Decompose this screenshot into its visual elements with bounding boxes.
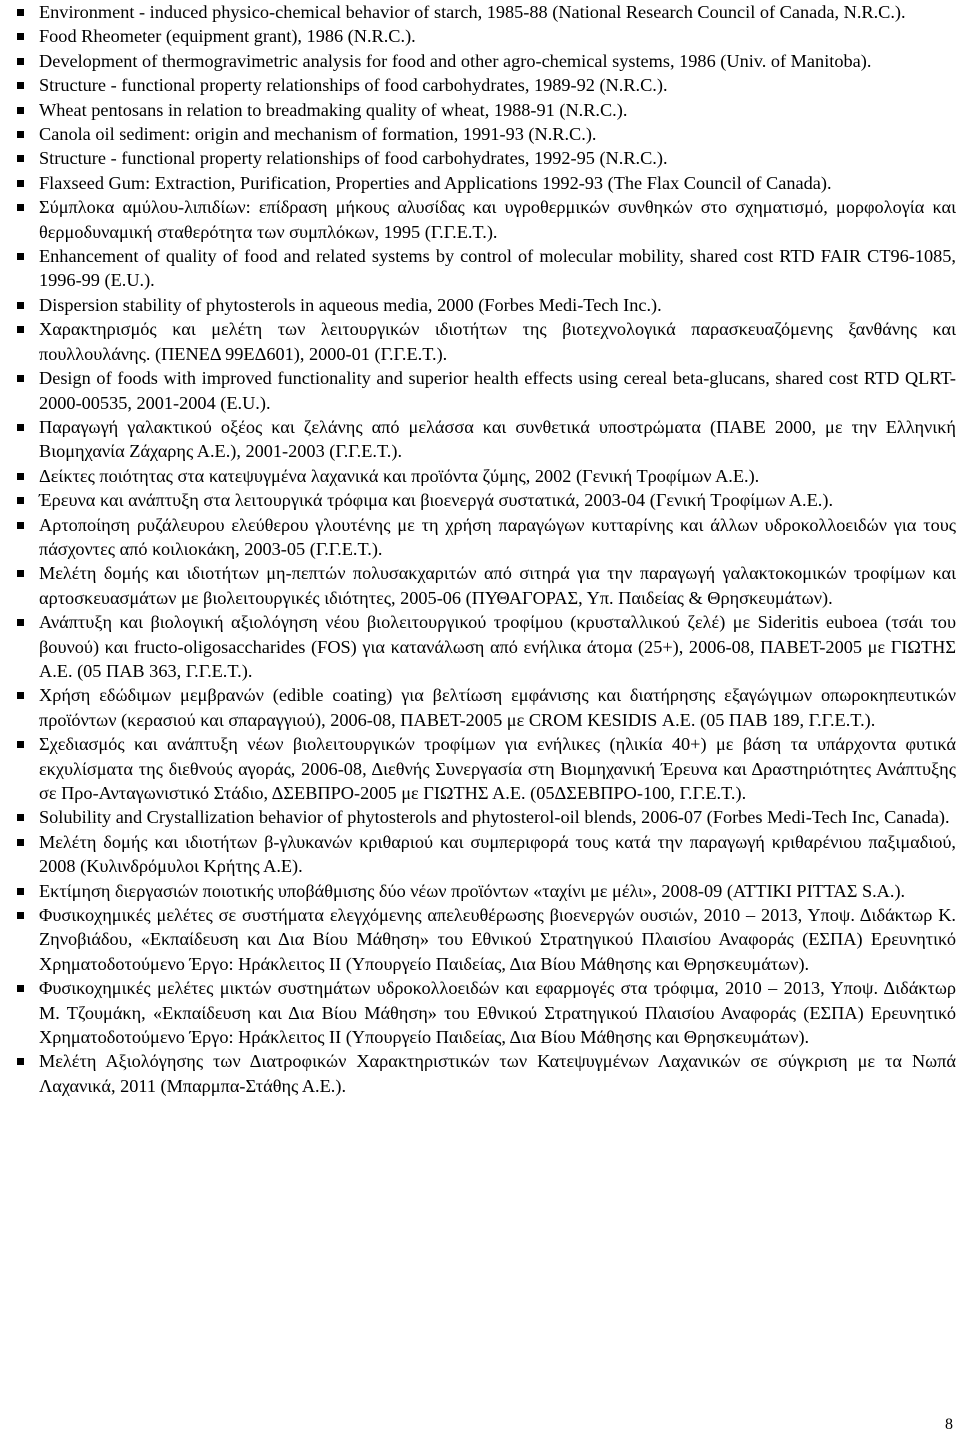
list-item-text: Σχεδιασμός και ανάπτυξη νέων βιολειτουργικών τροφίμων για ενήλικες (ηλικία 40+) με βάση τα υπάρχοντα φυτικά εκχυλίσματα της διεθνούς αγοράς, 2006-08, Διεθνής Συνεργασία στη Βιομηχανική Έρευνα και Δραστηριότητες Ανάπτυξης σε Προ-Ανταγωνιστικό Στάδιο, ΔΣΕΒΠΡΟ-2005 με ΓΙΩΤΗΣ Α.Ε. (05ΔΣΕΒΠΡΟ-100, Γ.Γ.Ε.Τ.). (39, 734, 956, 803)
list-item (17, 293, 956, 317)
square-bullet-icon (17, 204, 24, 211)
square-bullet-icon (17, 155, 24, 162)
list-item-text: Χαρακτηρισμός και μελέτη των λειτουργικών ιδιοτήτων της βιοτεχνολογικά παρασκευαζόμενης ξανθάνης και πουλλουλάνης. (ΠΕΝΕΔ 99ΕΔ601), 2000-01 (Γ.Γ.Ε.Τ.). (39, 319, 956, 364)
list-item-text: Dispersion stability of phytosterols in aqueous media, 2000 (Forbes Medi-Tech Inc.). (39, 294, 662, 315)
list-item (17, 683, 956, 732)
list-item-text: Μελέτη δομής και ιδιοτήτων β-γλυκανών κριθαριού και συμπεριφορά τους κατά την παραγωγή κριθαρένιου παξιμαδιού, 2008 (Κυλινδρόμυλοι Κρήτης Α.Ε). (39, 831, 956, 877)
list-item (17, 513, 956, 562)
square-bullet-icon (17, 692, 24, 699)
square-bullet-icon (17, 888, 24, 895)
list-item (17, 415, 956, 464)
list-item (17, 610, 956, 683)
list-item-text: Structure - functional property relationships of food carbohydrates, 1989-92 (N.R.C.). (39, 75, 668, 96)
list-item (17, 561, 956, 610)
list-item-text: Ανάπτυξη και βιολογική αξιολόγηση νέου βιολειτουργικού τροφίμου (κρυσταλλικού ζελέ) με Sideritis euboea (τσάι του βουνού) και fructo-oligosaccharides (FOS) για κατανάλωση από ενήλικα άτομα (25+), 2006-08, ΠΑΒΕΤ-2005 με ΓΙΩΤΗΣ Α.Ε. (05 ΠΑΒ 363, Γ.Γ.Ε.Τ.). (39, 612, 956, 681)
square-bullet-icon (17, 570, 24, 577)
list-item (17, 976, 956, 1049)
list-item (17, 0, 956, 24)
list-item-text: Εκτίμηση διεργασιών ποιοτικής υποβάθμισης δύο νέων προϊόντων «ταχίνι με μέλι», 2008-09 (ΑΤΤΙΚΙ ΡΙΤΤΑΣ S.A.). (39, 880, 906, 901)
list-item (17, 73, 956, 97)
list-item-text: Canola oil sediment: origin and mechanism of formation, 1991-93 (N.R.C.). (39, 124, 597, 145)
list-item (17, 171, 956, 195)
list-item-text: Παραγωγή γαλακτικού οξέος και ζελάνης από μελάσσα και συνθετικά υποστρώματα (ΠΑΒΕ 2000, με την Ελληνική Βιομηχανία Ζάχαρης Α.Ε.), 2001-2003 (Γ.Γ.Ε.Τ.). (39, 416, 956, 462)
square-bullet-icon (17, 107, 24, 114)
square-bullet-icon (17, 619, 24, 626)
list-item (17, 805, 956, 829)
list-item (17, 49, 956, 73)
square-bullet-icon (17, 497, 24, 504)
square-bullet-icon (17, 912, 24, 919)
square-bullet-icon (17, 814, 24, 821)
list-item-text: Φυσικοχημικές μελέτες μικτών συστημάτων υδροκολλοειδών και εφαρμογές στα τρόφιμα, 2010 – 2013, Υποψ. Διδάκτωρ Μ. Τζουμάκη, «Εκπαίδευση και Δια Βίου Μάθηση» του Εθνικού Στρατηγικού Πλαισίου Αναφοράς (ΕΣΠΑ) Ερευνητικό Χρηματοδοτούμενο Έργο: Ηράκλειτος ΙΙ (Υπουργείο Παιδείας, Δια Βίου Μάθησης και Θρησκευμάτων). (39, 978, 956, 1048)
list-item (17, 366, 956, 415)
list-item-text: Έρευνα και ανάπτυξη στα λειτουργικά τρόφιμα και βιοενεργά συστατικά, 2003-04 (Γενική Τροφίμων Α.Ε.). (39, 490, 834, 511)
list-item (17, 464, 956, 488)
square-bullet-icon (17, 131, 24, 138)
list-item-text: Χρήση εδώδιμων μεμβρανών (edible coating) για βελτίωση εμφάνισης και διατήρησης εξαγώγιμων οπωροκηπευτικών προϊόντων (κερασιού και σπαραγγιού), 2006-08, ΠΑΒΕΤ-2005 με CROM KESIDIS Α.Ε. (05 ΠΑΒ 189, Γ.Γ.Ε.Τ.). (39, 685, 956, 730)
page-number: 8 (945, 1416, 953, 1433)
list-item-text: Αρτοποίηση ρυζάλευρου ελεύθερου γλουτένης με τη χρήση παραγώγων κυτταρίνης και άλλων υδροκολλοειδών για τους πάσχοντες από κοιλιοκάκη, 2003-05 (Γ.Γ.Ε.Τ.). (39, 514, 956, 559)
square-bullet-icon (17, 326, 24, 333)
list-item (17, 195, 956, 244)
square-bullet-icon (17, 473, 24, 480)
list-item (17, 732, 956, 805)
list-item (17, 830, 956, 879)
list-item-text: Structure - functional property relationships of food carbohydrates, 1992-95 (N.R.C.). (39, 148, 668, 169)
list-item-text: Φυσικοχημικές μελέτες σε συστήματα ελεγχόμενης απελευθέρωσης βιοενεργών ουσιών, 2010 – 2013, Υποψ. Διδάκτωρ Κ. Ζηνοβιάδου, «Εκπαίδευση και Δια Βίου Μάθηση» του Εθνικού Στρατηγικού Πλαισίου Αναφοράς (ΕΣΠΑ) Ερευνητικό Χρηματοδοτούμενο Έργο: Ηράκλειτος ΙΙ (Υπουργείο Παιδείας, Δια Βίου Μάθησης και Θρησκευμάτων). (39, 905, 956, 974)
list-item-text: Wheat pentosans in relation to breadmaking quality of wheat, 1988-91 (N.R.C.). (39, 99, 628, 120)
square-bullet-icon (17, 522, 24, 529)
list-item (17, 244, 956, 293)
list-item-text: Σύμπλοκα αμύλου-λιπιδίων: επίδραση μήκους αλυσίδας και υγροθερμικών συνθηκών στο σχηματισμό, μορφολογία και θερμοδυναμική σταθερότητα των συμπλόκων, 1995 (Γ.Γ.Ε.Τ.). (39, 197, 956, 242)
list-item (17, 1049, 956, 1098)
list-item (17, 24, 956, 48)
square-bullet-icon (17, 741, 24, 748)
list-item-text: Flaxseed Gum: Extraction, Purification, Properties and Applications 1992-93 (The Flax Council of Canada). (39, 172, 832, 193)
square-bullet-icon (17, 180, 24, 187)
list-item-text: Environment - induced physico-chemical behavior of starch, 1985-88 (National Research Council of Canada, N.R.C.). (39, 2, 906, 22)
list-item-text: Solubility and Crystallization behavior of phytosterols and phytosterol-oil blends, 2006-07 (Forbes Medi-Tech Inc, Canada). (39, 807, 950, 828)
list-item (17, 317, 956, 366)
list-item (17, 879, 956, 903)
list-item-text: Δείκτες ποιότητας στα κατεψυγμένα λαχανικά και προϊόντα ζύμης, 2002 (Γενική Τροφίμων Α.Ε.). (39, 465, 760, 486)
list-item (17, 903, 956, 976)
list-item (17, 98, 956, 122)
square-bullet-icon (17, 302, 24, 309)
square-bullet-icon (17, 985, 24, 992)
square-bullet-icon (17, 1058, 24, 1065)
square-bullet-icon (17, 424, 24, 431)
list-item-text: Enhancement of quality of food and related systems by control of molecular mobility, shared cost RTD FAIR CT96-1085, 1996-99 (E.U.). (39, 246, 956, 291)
list-item-text: Design of foods with improved functionality and superior health effects using cereal beta-glucans, shared cost RTD QLRT-2000-00535, 2001-2004 (E.U.). (39, 368, 956, 413)
list-item (17, 146, 956, 170)
square-bullet-icon (17, 253, 24, 260)
list-item (17, 122, 956, 146)
list-item (17, 488, 956, 512)
square-bullet-icon (17, 82, 24, 89)
list-item-text: Development of thermogravimetric analysis for food and other agro-chemical systems, 1986 (Univ. of Manitoba). (39, 50, 872, 71)
square-bullet-icon (17, 375, 24, 382)
square-bullet-icon (17, 33, 24, 40)
square-bullet-icon (17, 839, 24, 846)
research-projects-list (17, 0, 956, 1098)
square-bullet-icon (17, 9, 24, 16)
list-item-text: Food Rheometer (equipment grant), 1986 (N.R.C.). (39, 26, 416, 47)
list-item-text: Μελέτη Αξιολόγησης των Διατροφικών Χαρακτηριστικών των Κατεψυγμένων Λαχανικών σε σύγκριση με τα Νωπά Λαχανικά, 2011 (Μπαρμπα-Στάθης Α.Ε.). (39, 1051, 956, 1096)
list-item-text: Μελέτη δομής και ιδιοτήτων μη-πεπτών πολυσακχαριτών από σιτηρά για την παραγωγή γαλακτοκομικών τροφίμων και αρτοσκευασμάτων με βιολειτουργικές ιδιότητες, 2005-06 (ΠΥΘΑΓΟΡΑΣ, Υπ. Παιδείας & Θρησκευμάτων). (39, 563, 956, 608)
square-bullet-icon (17, 58, 24, 65)
